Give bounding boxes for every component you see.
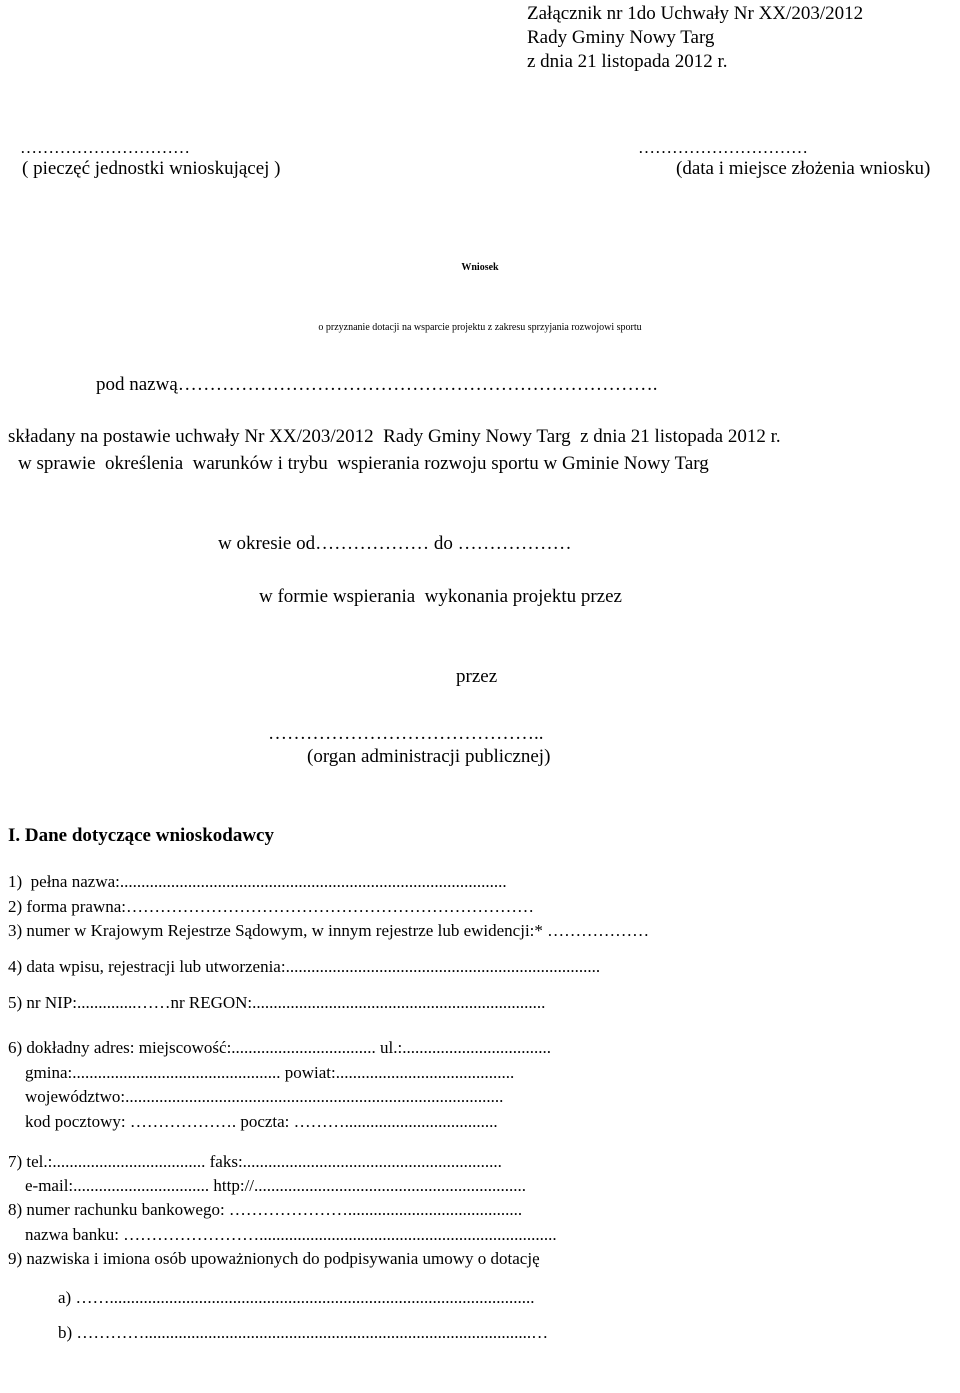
form-line: w formie wspierania wykonania projektu przez — [259, 586, 622, 607]
legal-basis-line: składany na postawie uchwały Nr XX/203/2012 Rady Gminy Nowy Targ z dnia 21 listopada 2012 r. — [8, 426, 781, 447]
matter-line: w sprawie określenia warunków i trybu wspierania rozwoju sportu w Gminie Nowy Targ — [18, 453, 709, 474]
attachment-header-line3: z dnia 21 listopada 2012 r. — [527, 51, 728, 72]
field-legal-form: 2) forma prawna:……………………………………………………………… — [8, 897, 535, 916]
field-bank-account: 8) numer rachunku bankowego: …………………......................................... — [8, 1200, 523, 1219]
field-registry-number: 3) numer w Krajowym Rejestrze Sądowym, w innym rejestrze lub ewidencji:* ……………… — [8, 921, 650, 940]
field-address-postcode: kod pocztowy: ………………. poczta: ……….................................... — [8, 1112, 498, 1131]
organ-label: (organ administracji publicznej) — [307, 746, 551, 767]
project-name-line: pod nazwą…………………………………………………………………. — [96, 374, 658, 395]
field-email-http: e-mail:................................ http://................................................................ — [8, 1176, 527, 1195]
field-registration-date: 4) data wpisu, rejestracji lub utworzenia:.......................................................................... — [8, 957, 601, 976]
field-bank-name: nazwa banku: ……………………...................................................................... — [8, 1225, 557, 1244]
date-place-dots: ………………………… — [638, 138, 808, 157]
stamp-dots: ………………………… — [20, 138, 190, 157]
field-address-city: 6) dokładny adres: miejscowość:.................................. ul.:................................... — [8, 1038, 552, 1057]
date-place-label: (data i miejsce złożenia wniosku) — [676, 158, 931, 179]
attachment-header-line1: Załącznik nr 1do Uchwały Nr XX/203/2012 — [527, 3, 864, 24]
field-address-voivodeship: województwo:......................................................................................... — [8, 1087, 504, 1106]
attachment-header-line2: Rady Gminy Nowy Targ — [527, 27, 715, 48]
field-authorized-persons: 9) nazwiska i imiona osób upoważnionych do podpisywania umowy o dotację — [8, 1249, 540, 1268]
field-full-name: 1) pełna nazwa:........................................................................................... — [8, 872, 507, 891]
document-subtitle: o przyznanie dotacji na wsparcie projektu z zakresu sprzyjania rozwojowi sportu — [318, 322, 642, 333]
stamp-label: ( pieczęć jednostki wnioskującej ) — [22, 158, 281, 179]
document-title: Wniosek — [461, 262, 499, 273]
by-word: przez — [456, 666, 498, 687]
field-person-a: a) …….................................................................................................... — [58, 1288, 535, 1307]
section1-heading: I. Dane dotyczące wnioskodawcy — [8, 825, 274, 846]
period-line: w okresie od……………… do ……………… — [218, 533, 572, 554]
field-address-gmina: gmina:................................................. powiat:.......................................... — [8, 1063, 515, 1082]
organ-dots: …………………………………….. — [268, 723, 544, 744]
field-phone-fax: 7) tel.:.................................... faks:............................................................. — [8, 1152, 502, 1171]
field-person-b: b) …………...........................................................................................… — [58, 1323, 549, 1342]
field-nip-regon: 5) nr NIP:..............……nr REGON:..................................................................... — [8, 993, 546, 1012]
